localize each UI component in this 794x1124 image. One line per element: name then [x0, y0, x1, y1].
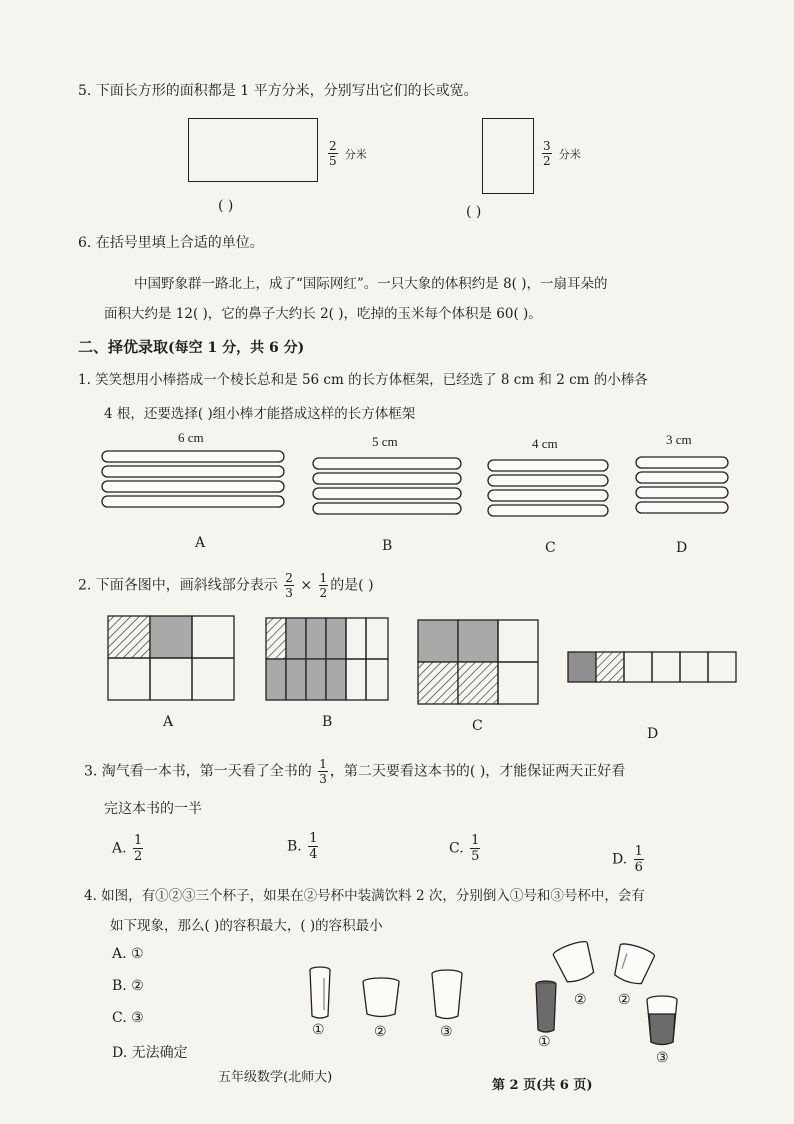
bundle-a-length: 6 cm [178, 430, 204, 445]
option-a-label[interactable]: A [195, 535, 206, 551]
q6-line2: 面积大约是 12( )，它的鼻子大约长 2( )，吃掉的玉米每个体积是 60( )。 [104, 306, 542, 322]
cup-3-overflow [647, 996, 677, 1045]
s1-line2: 4 根，还要选择( )组小棒才能搭成这样的长方体框架 [104, 406, 416, 422]
section-2-heading: 二、择优录取(每空 1 分，共 6 分) [78, 338, 305, 356]
bundle-d-length: 3 cm [666, 432, 692, 447]
cup-1-label: ① [312, 1022, 325, 1038]
fig-d-label[interactable]: D [647, 726, 659, 742]
fig-b-label[interactable]: B [322, 714, 333, 730]
s4-line1: 4. 如图，有①②③三个杯子，如果在②号杯中装满饮料 2 次，分别倒入①号和③号杯中，会有 [84, 888, 645, 904]
cup-1 [310, 967, 330, 1018]
s3-stem: 3. 淘气看一本书，第一天看了全书的 $\frac{1}{3}$ ，第二天要看这本书的( )，才能保证两天正好看 [84, 757, 626, 786]
q5-answer-1[interactable]: ( ) [218, 198, 234, 214]
footer-page-number: 第 2 页(共 6 页) [492, 1078, 593, 1093]
s2-stem: 2. 下面各图中，画斜线部分表示 $\frac{2}{3}$ × $\frac{1}{2}$ 的是( ) [78, 571, 374, 600]
cup-2 [363, 978, 399, 1017]
s3-option-a[interactable]: A. $\frac{1}{2}$ [112, 833, 143, 864]
s4-line2: 如下现象，那么( )的容积最大，( )的容积最小 [110, 918, 383, 934]
cup-3-label: ③ [440, 1024, 453, 1040]
s3-option-b[interactable]: B. $\frac{1}{4}$ [287, 831, 318, 862]
q6-stem: 6. 在括号里填上合适的单位。 [78, 235, 264, 251]
cup-1-filled [536, 981, 556, 1032]
bundle-b-length: 5 cm [372, 434, 398, 449]
pour-label-3: ③ [656, 1050, 669, 1066]
s4-option-a[interactable]: A. ① [112, 946, 144, 962]
q5-rect1-label: $\frac{2}{5}$ 分米 [329, 139, 367, 168]
s3-line2: 完这本书的一半 [104, 801, 202, 817]
pour-label-1: ① [538, 1034, 551, 1050]
cup-2-tilted-right [610, 941, 656, 987]
pour-label-2b: ② [618, 992, 631, 1008]
cup-2-tilted-left [552, 939, 598, 986]
option-d-label[interactable]: D [676, 540, 688, 556]
s4-option-c[interactable]: C. ③ [112, 1010, 144, 1026]
option-c-label[interactable]: C [545, 540, 556, 556]
pour-label-2a: ② [574, 992, 587, 1008]
q5-stem: 5. 下面长方形的面积都是 1 平方分米，分别写出它们的长或宽。 [78, 83, 478, 99]
fig-a-label[interactable]: A [163, 714, 174, 730]
s4-option-d[interactable]: D. 无法确定 [112, 1045, 188, 1061]
fig-c-label[interactable]: C [472, 718, 483, 734]
q5-answer-2[interactable]: ( ) [466, 204, 482, 220]
s4-option-b[interactable]: B. ② [112, 978, 144, 994]
s3-option-d[interactable]: D. $\frac{1}{6}$ [612, 844, 643, 875]
bundle-c-length: 4 cm [532, 436, 558, 451]
cup-3 [432, 970, 462, 1019]
option-b-label[interactable]: B [382, 538, 393, 554]
q5-rect2-label: $\frac{3}{2}$ 分米 [543, 139, 581, 168]
s3-option-c[interactable]: C. $\frac{1}{5}$ [449, 833, 480, 864]
cup-2-label: ② [374, 1024, 387, 1040]
q6-line1: 中国野象群一路北上，成了“国际网红”。一只大象的体积约是 8( )，一扇耳朵的 [134, 276, 608, 292]
footer-subject: 五年级数学(北师大) [218, 1070, 333, 1085]
s1-line1: 1. 笑笑想用小棒搭成一个棱长总和是 56 cm 的长方体框架，已经选了 8 cm 和 2 cm 的小棒各 [78, 372, 648, 388]
